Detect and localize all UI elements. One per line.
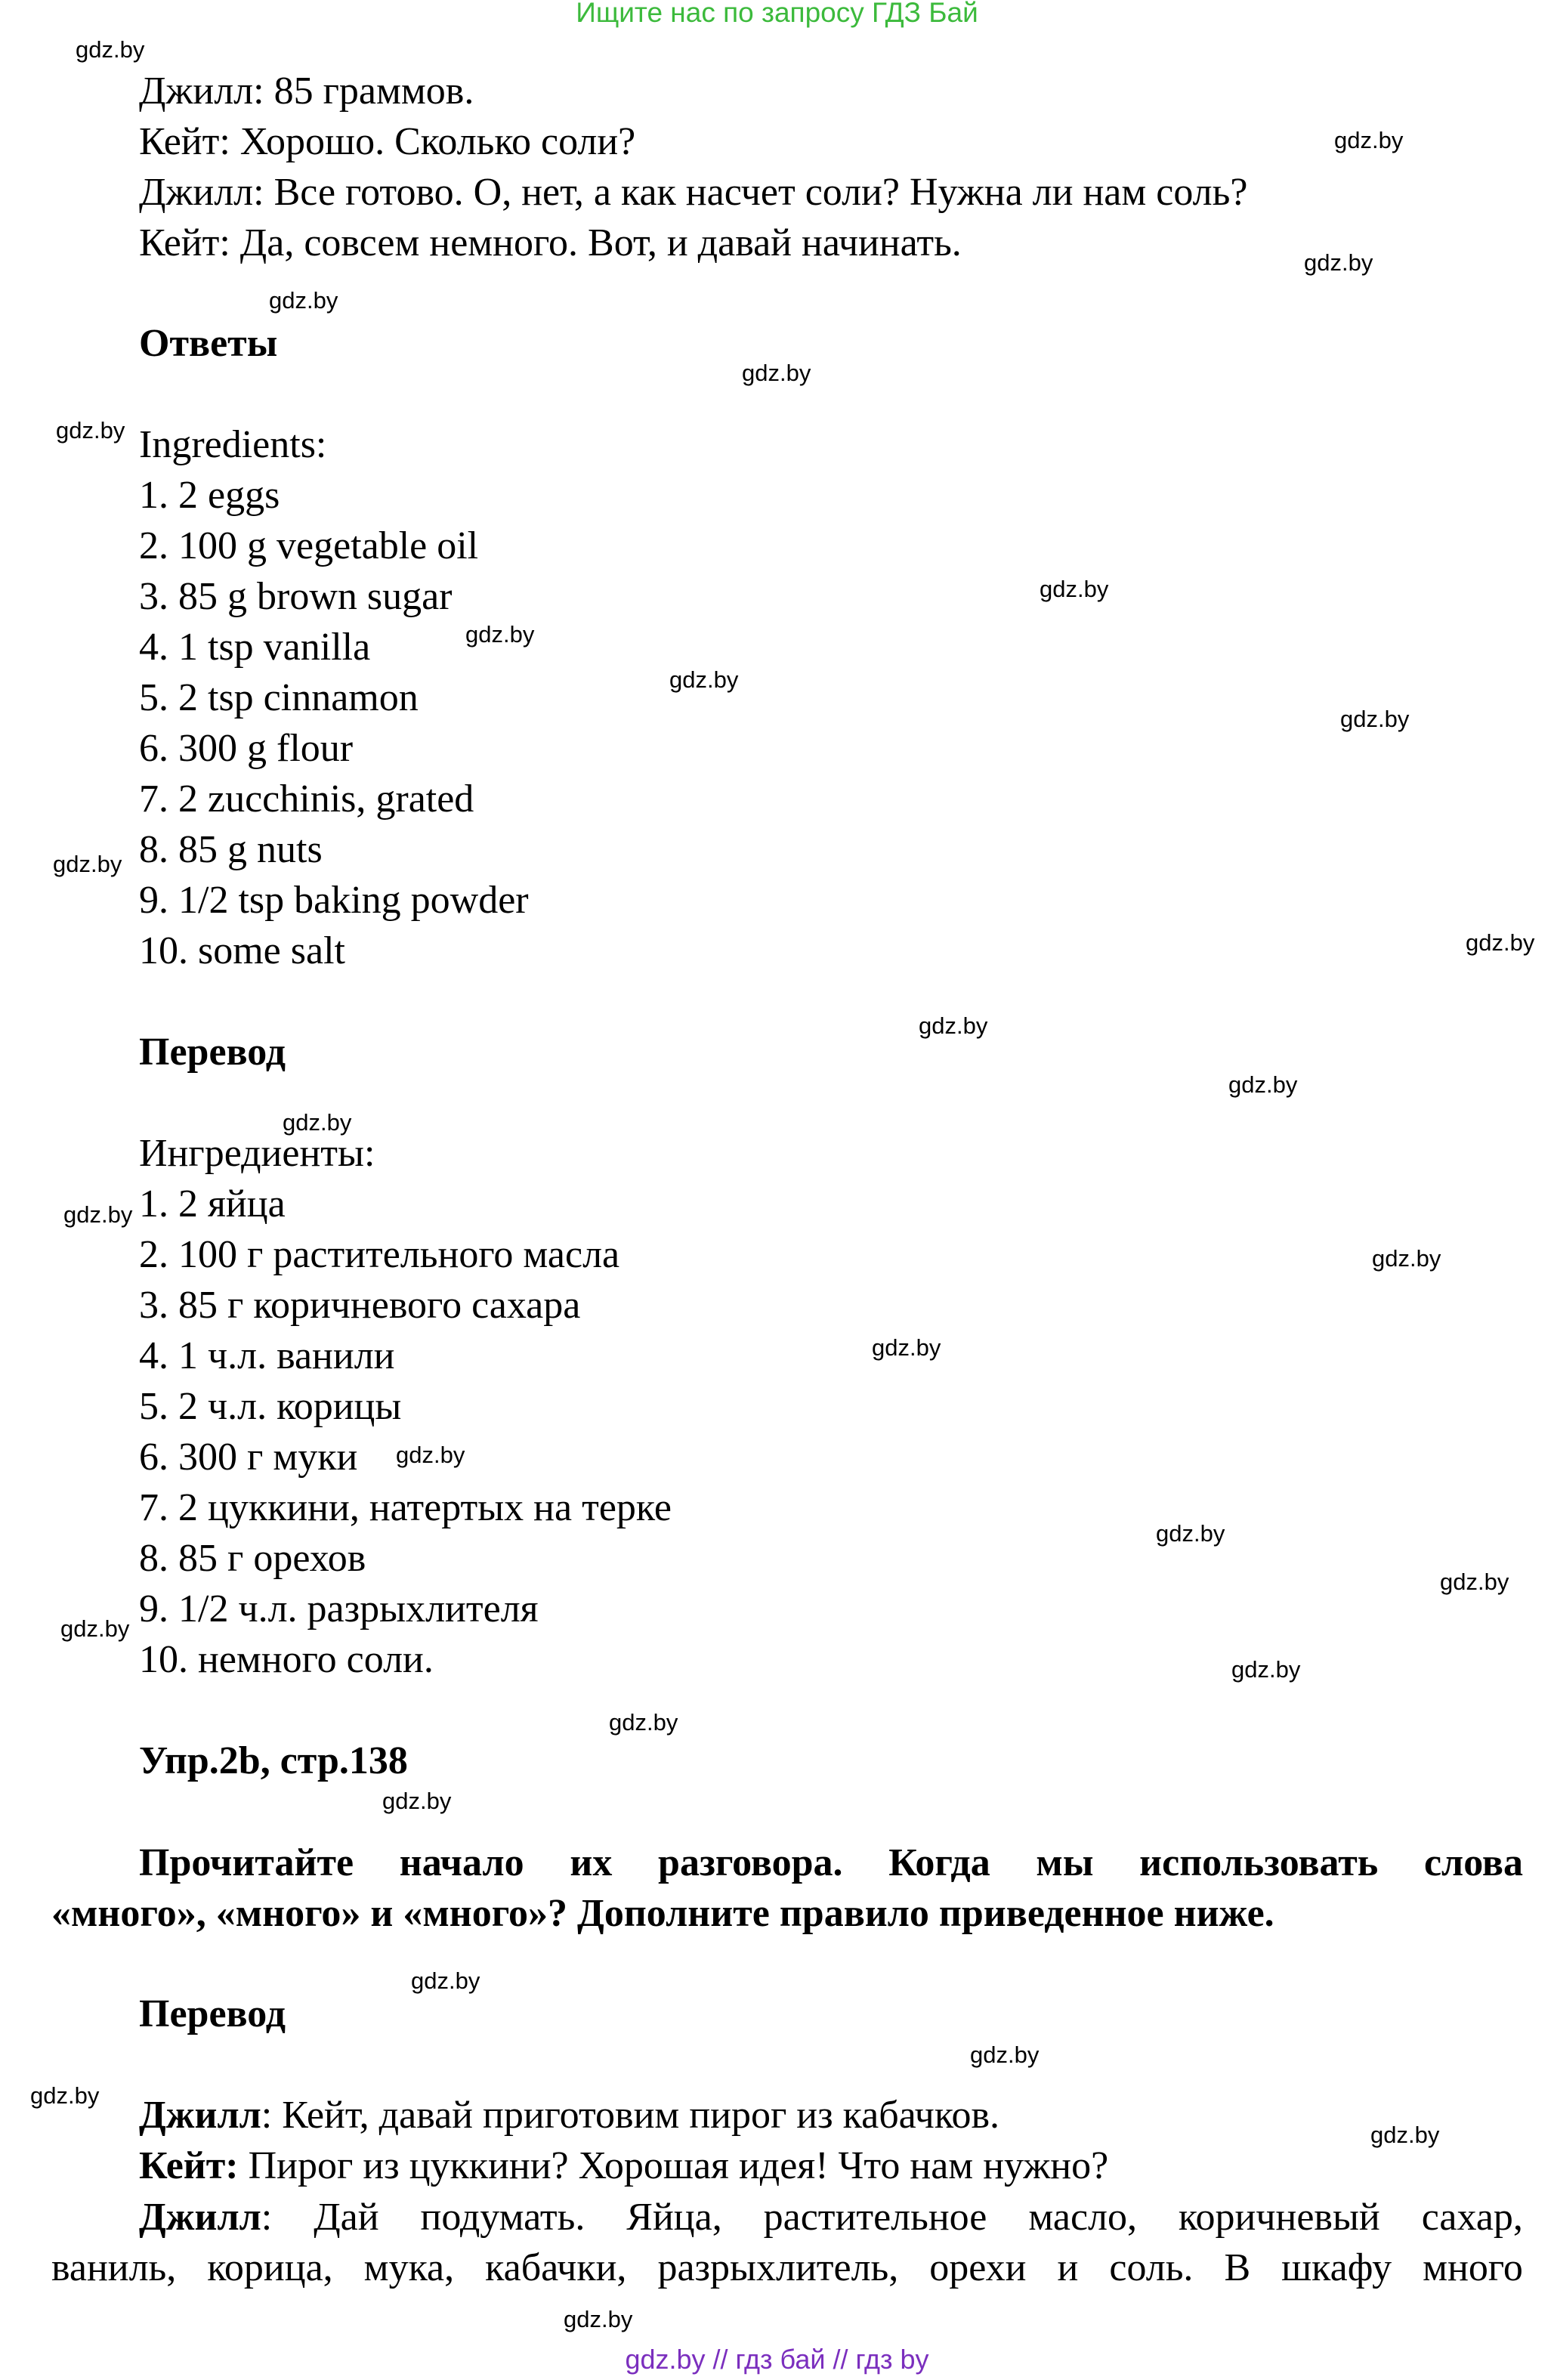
watermark: gdz.by [1372,1245,1441,1272]
ingredient-item: 9. 1/2 tsp baking powder [139,879,529,922]
dialogue-word: много [1423,2246,1523,2289]
site-banner[interactable]: Ищите нас по запросу ГДЗ Бай [576,0,978,28]
ingredient-item-ru: 4. 1 ч.л. ванили [139,1334,395,1377]
ingredient-item: 4. 1 tsp vanilla [139,626,371,669]
speaker-name: Джилл [139,2196,261,2239]
watermark: gdz.by [1231,1656,1301,1683]
dialogue-word: В [1224,2246,1251,2289]
dialogue-word: соль. [1109,2246,1194,2289]
speaker-sep: : [261,2094,273,2137]
watermark: gdz.by [609,1709,678,1736]
watermark: gdz.by [742,360,811,386]
ingredient-item-ru: 5. 2 ч.л. корицы [139,1385,402,1428]
ingredient-item: 6. 300 g flour [139,727,354,770]
dialogue-word: разрыхлитель, [657,2246,899,2289]
ingredient-item-ru: 7. 2 цуккини, натертых на терке [139,1486,672,1529]
watermark: gdz.by [465,621,535,648]
ingredient-item-ru: 3. 85 г коричневого сахара [139,1284,581,1327]
ingredient-item: 5. 2 tsp cinnamon [139,676,419,719]
watermark: gdz.by [396,1442,465,1468]
dialogue-word: Дай [314,2196,379,2239]
dialogue-line-jill-long [139,2192,1523,2242]
watermark: gdz.by [53,851,122,877]
watermark: gdz.by [1370,2122,1440,2148]
ingredient-item-ru: 6. 300 г муки [139,1436,358,1479]
watermark: gdz.by [564,2306,633,2332]
dialogue-word: подумать. [420,2196,585,2239]
dialogue-word: мука, [363,2246,455,2289]
watermark: gdz.by [382,1788,452,1814]
speaker-name: Джилл [139,2094,261,2137]
dialogue-word: сахар, [1421,2196,1523,2239]
watermark: gdz.by [411,1967,480,1994]
dialogue-line-kate [139,2141,1108,2191]
dialogue-word: : [261,2196,273,2239]
dialogue-word: кабачки, [485,2246,627,2289]
exercise-task-line2: «много», «много» и «много»? Дополните правило приведенное ниже. [51,1892,1274,1935]
watermark: gdz.by [1440,1569,1509,1595]
dialogue-word: корица, [207,2246,333,2289]
watermark: gdz.by [669,666,739,693]
watermark: gdz.by [1340,706,1410,732]
ingredient-item-ru: 2. 100 г растительного масла [139,1233,620,1276]
watermark: gdz.by [76,36,145,63]
dialogue-word: ваниль, [51,2246,177,2289]
ingredient-item-ru: 8. 85 г орехов [139,1537,366,1580]
watermark: gdz.by [60,1615,130,1642]
dialogue-word: коричневый [1178,2196,1380,2239]
ingredient-item-ru: 1. 2 яйца [139,1182,286,1226]
dialogue-word: шкафу [1281,2246,1392,2289]
dialogue-line-jill [139,2091,999,2140]
dialogue-word: орехи [929,2246,1027,2289]
exercise-task-line1: Прочитайте начало их разговора. Когда мы использовать слова [139,1841,1523,1884]
ingredient-item: 3. 85 g brown sugar [139,575,453,618]
exercise-title: Упр.2b, стр.138 [139,1739,408,1782]
watermark: gdz.by [1156,1520,1225,1547]
dialogue-word: растительное [763,2196,987,2239]
ingredient-item: 1. 2 eggs [139,474,280,517]
translation-heading: Перевод [139,1031,286,1074]
ingredient-item-ru: 10. немного соли. [139,1638,434,1681]
ingredients-title: Ingredients: [139,423,327,466]
watermark: gdz.by [1466,929,1535,956]
watermark: gdz.by [872,1334,941,1361]
watermark: gdz.by [56,417,125,444]
dialogue-line: Кейт: Да, совсем немного. Вот, и давай начинать. [139,221,962,264]
dialogue-line: Кейт: Хорошо. Сколько соли? [139,120,636,163]
watermark: gdz.by [1334,127,1404,153]
ingredient-item: 2. 100 g vegetable oil [139,524,479,567]
watermark: gdz.by [63,1201,133,1228]
dialogue-line: Джилл: 85 граммов. [139,70,474,113]
answers-heading: Ответы [139,322,278,365]
watermark: gdz.by [1040,576,1109,602]
dialogue-text: Кейт, давай приготовим пирог из кабачков. [272,2094,1000,2137]
dialogue-line: Джилл: Все готово. О, нет, а как насчет соли? Нужна ли нам соль? [139,171,1248,214]
ingredient-item: 7. 2 zucchinis, grated [139,777,474,821]
ingredient-item-ru: 9. 1/2 ч.л. разрыхлителя [139,1587,539,1630]
watermark: gdz.by [283,1109,352,1136]
dialogue-line-jill-cont [51,2242,1523,2293]
watermark: gdz.by [919,1012,988,1039]
ingredients-title-ru: Ингредиенты: [139,1132,375,1175]
translation2-heading: Перевод [139,1992,286,2035]
speaker-name: Кейт: [139,2144,239,2187]
ingredient-item: 10. some salt [139,929,345,972]
watermark: gdz.by [1304,249,1373,276]
dialogue-word: Яйца, [626,2196,722,2239]
dialogue-word: масло, [1028,2196,1137,2239]
ingredient-item: 8. 85 g nuts [139,828,323,871]
watermark: gdz.by [1228,1071,1298,1098]
dialogue-text: Пирог из цуккини? Хорошая идея! Что нам нужно? [238,2144,1109,2187]
watermark: gdz.by [30,2082,100,2109]
watermark: gdz.by [269,287,338,314]
footer-links[interactable]: gdz.by // гдз бай // гдз by [625,2344,929,2375]
watermark: gdz.by [970,2042,1040,2068]
dialogue-word: и [1057,2246,1079,2289]
